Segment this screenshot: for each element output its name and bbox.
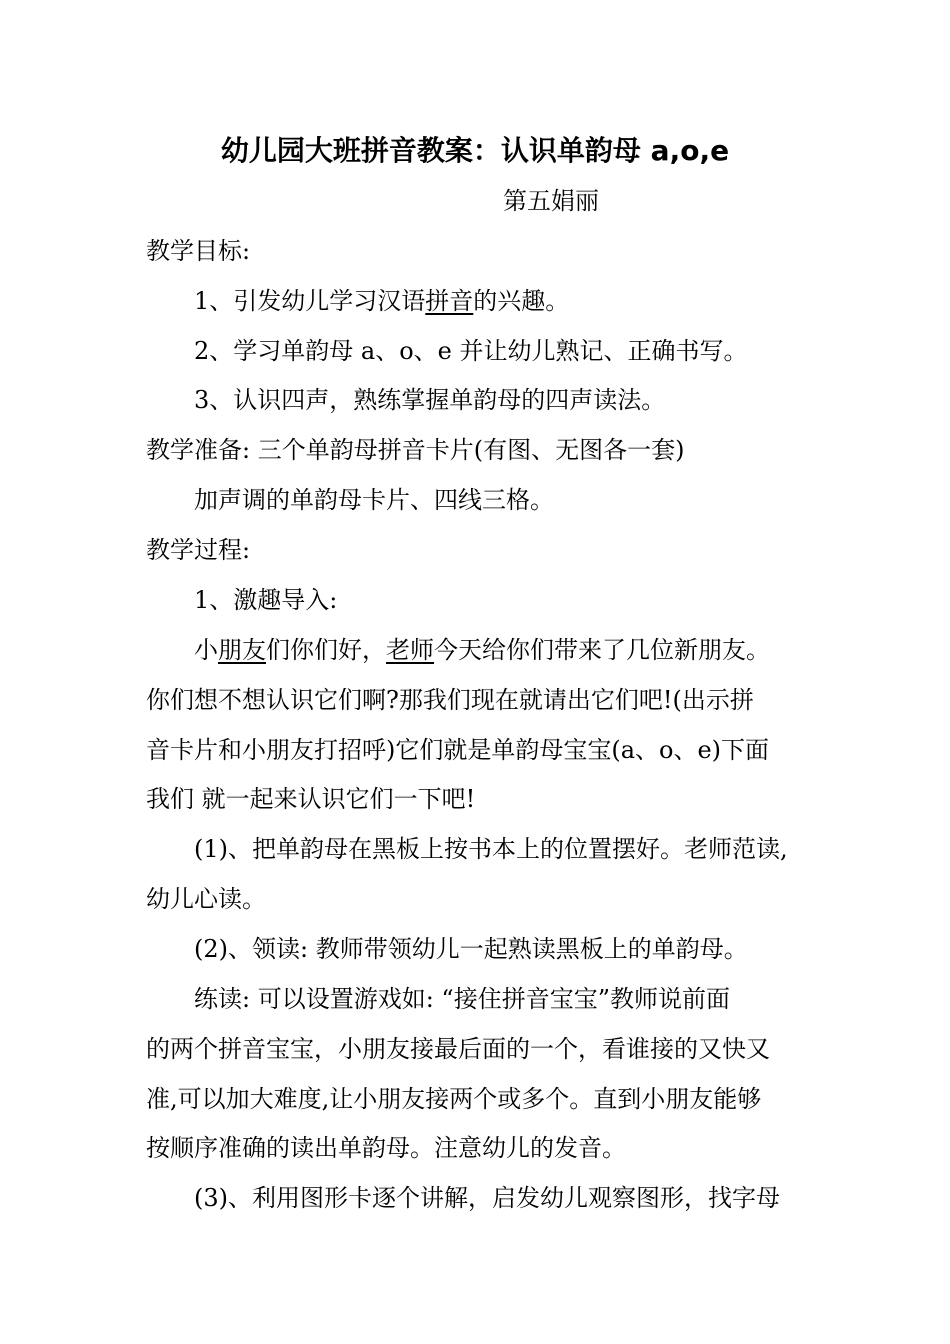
document-title: 幼儿园大班拼音教案：认识单韵母 a,o,e (220, 134, 730, 167)
step-1-1-line-1: (1)、把单韵母在黑板上按书本上的位置摆好。老师范读, (194, 835, 788, 863)
process-heading: 教学过程: (146, 536, 251, 564)
paragraph-1-line-2: 你们想不想认识它们啊?那我们现在就请出它们吧!(出示拼 (146, 686, 754, 714)
paragraph-text: 们你们好， (266, 636, 386, 664)
step-1-2-line-1: (2)、领读: 教师带领幼儿一起熟读黑板上的单韵母。 (194, 935, 748, 963)
teacher-link[interactable]: 老师 (386, 636, 434, 664)
preparation-line-2: 加声调的单韵母卡片、四线三格。 (194, 486, 554, 514)
paragraph-1-line-4: 我们 就一起来认识它们一下吧! (146, 785, 476, 813)
goal-1 (194, 286, 569, 316)
step-1-heading: 1、激趣导入: (194, 586, 338, 614)
goals-heading: 教学目标: (146, 237, 251, 265)
goal-1-text-end: 的兴趣。 (473, 287, 570, 315)
paragraph-text: 小 (194, 636, 218, 664)
step-1-3-line-1: (3)、利用图形卡逐个讲解，启发幼儿观察图形，找字母 (194, 1184, 780, 1212)
paragraph-text: 今天给你们带来了几位新朋友。 (434, 636, 770, 664)
preparation-line-1: 教学准备: 三个单韵母拼音卡片(有图、无图各一套) (146, 436, 685, 464)
goal-1-text: 1、引发幼儿学习汉语 (194, 287, 426, 315)
author-name: 第五娟丽 (503, 187, 599, 215)
paragraph-1-line-1 (194, 635, 770, 665)
practice-line-1: 练读: 可以设置游戏如: “接住拼音宝宝”教师说前面 (194, 985, 730, 1013)
goal-2: 2、学习单韵母 a、o、e 并让幼儿熟记、正确书写。 (194, 337, 748, 365)
practice-line-2: 的两个拼音宝宝，小朋友接最后面的一个，看谁接的又快又 (146, 1035, 770, 1063)
practice-line-4: 按顺序准确的读出单韵母。注意幼儿的发音。 (146, 1134, 626, 1162)
paragraph-1-line-3: 音卡片和小朋友打招呼)它们就是单韵母宝宝(a、o、e)下面 (146, 736, 770, 764)
goal-3: 3、认识四声，熟练掌握单韵母的四声读法。 (194, 386, 666, 414)
pinyin-link[interactable]: 拼音 (425, 287, 474, 315)
practice-line-3: 准,可以加大难度,让小朋友接两个或多个。直到小朋友能够 (146, 1085, 762, 1113)
step-1-1-line-2: 幼儿心读。 (146, 885, 266, 913)
friends-link[interactable]: 朋友 (218, 636, 266, 664)
